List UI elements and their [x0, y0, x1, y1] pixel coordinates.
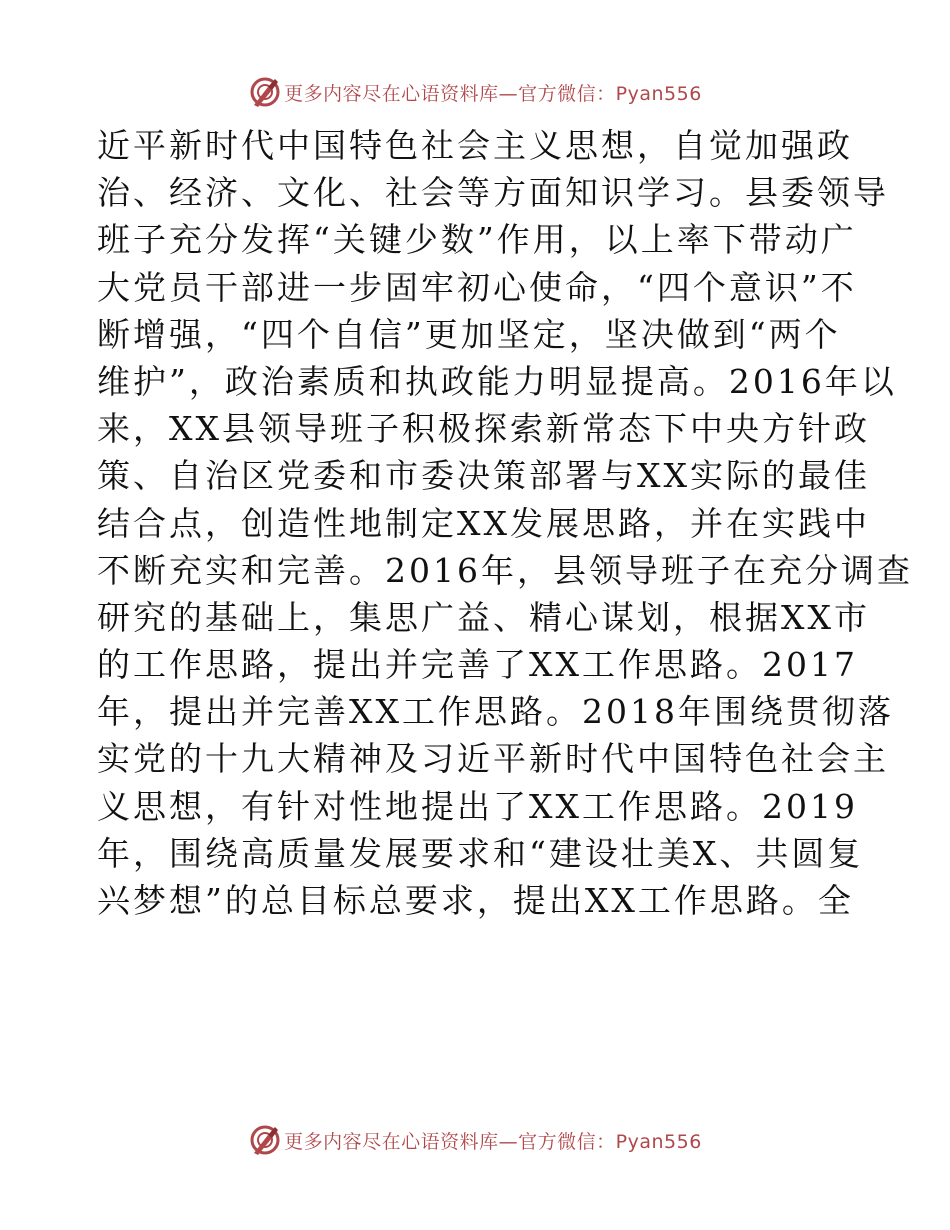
body-line: 年，提出并完善XX工作思路。2018年围绕贯彻落 [97, 692, 894, 732]
body-line: 治、经济、文化、社会等方面知识学习。县委领导 [97, 173, 889, 213]
body-line: 策、自治区党委和市委决策部署与XX实际的最佳 [97, 456, 870, 496]
document-body [97, 122, 913, 924]
body-line: 研究的基础上，集思广益、精心谋划，根据XX市 [97, 597, 870, 637]
body-line: 来，XX县领导班子积极探索新常态下中央方针政 [97, 409, 870, 449]
body-line: 义思想，有针对性地提出了XX工作思路。2019 [97, 786, 858, 826]
body-line: 近平新时代中国特色社会主义思想，自觉加强政 [97, 126, 853, 165]
body-line: 结合点，创造性地制定XX发展思路，并在实践中 [97, 503, 870, 543]
body-line: 年，围绕高质量发展要求和“建设壮美X、共圆复 [97, 833, 864, 873]
body-line: 断增强，“四个自信”更加坚定，坚决做到“两个 [97, 314, 841, 354]
body-line: 实党的十九大精神及习近平新时代中国特色社会主 [97, 739, 889, 779]
body-line: 维护”，政治素质和执政能力明显提高。2016年以 [97, 361, 897, 401]
body-line: 不断充实和完善。2016年，县领导班子在充分调查 [97, 550, 913, 590]
watermark-text: 更多内容尽在心语资料库—官方微信：Pyan556 [284, 1130, 702, 1153]
watermark-text: 更多内容尽在心语资料库—官方微信：Pyan556 [284, 82, 702, 105]
pen-seal-icon [248, 1123, 282, 1157]
body-line: 班子充分发挥“关键少数”作用，以上率下带动广 [97, 220, 857, 260]
body-line: 大党员干部进一步固牢初心使命，“四个意识”不 [97, 267, 857, 307]
body-line: 兴梦想”的总目标总要求，提出XX工作思路。全 [97, 881, 854, 920]
footer-watermark [0, 1120, 950, 1160]
header-watermark [0, 72, 950, 112]
body-line: 的工作思路，提出并完善了XX工作思路。2017 [97, 645, 858, 685]
pen-seal-icon [248, 75, 282, 109]
